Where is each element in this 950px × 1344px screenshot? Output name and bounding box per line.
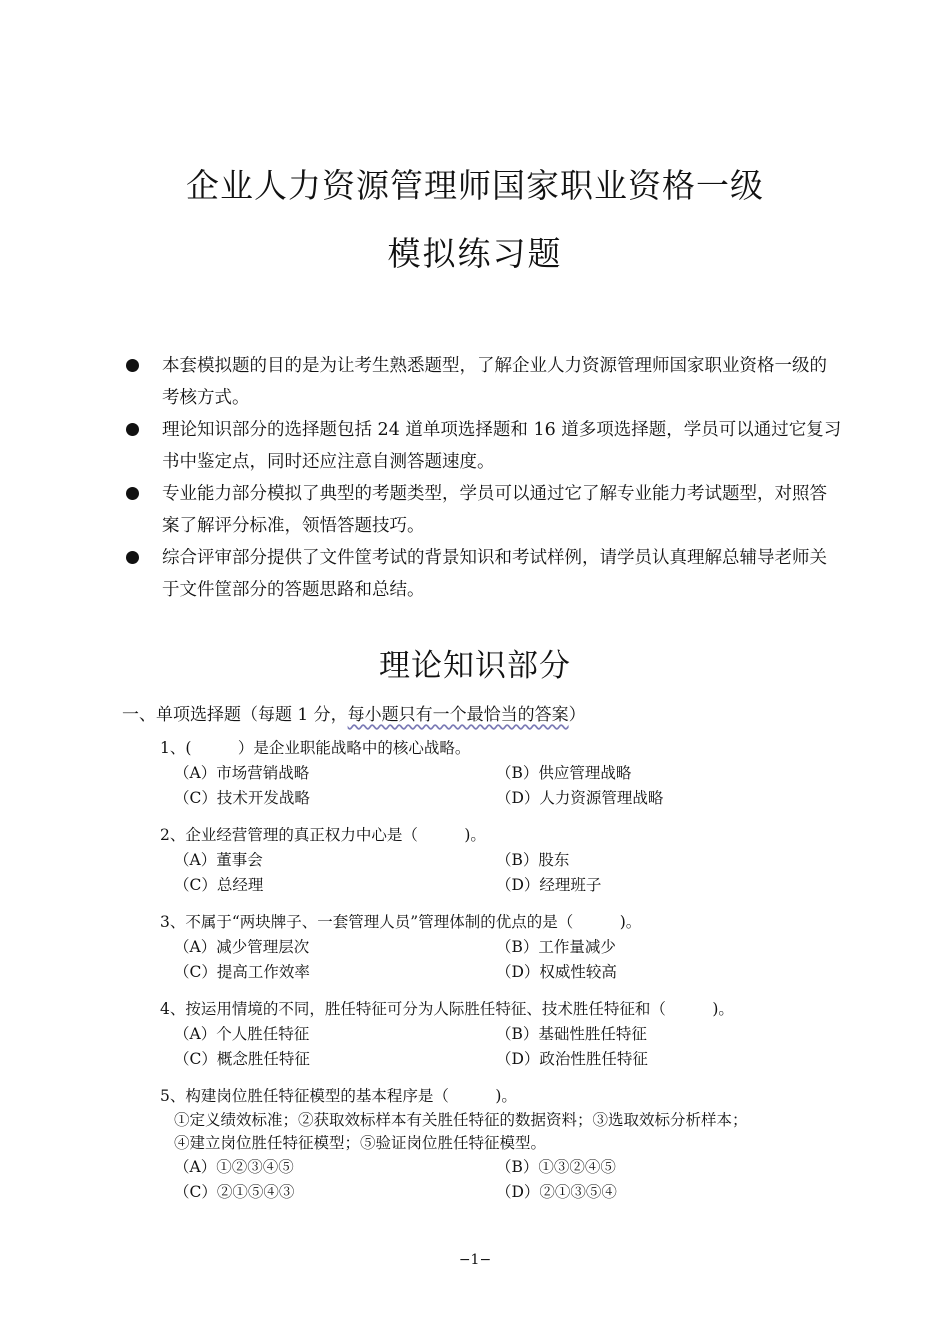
option-grid bbox=[160, 848, 840, 898]
bullet-dot-icon bbox=[126, 487, 139, 500]
question-detail-line: ④建立岗位胜任特征模型；⑤验证岗位胜任特征模型。 bbox=[174, 1134, 547, 1152]
part-heading-label: 一、单项选择题 bbox=[122, 705, 241, 725]
part-heading bbox=[122, 700, 586, 725]
option-a: （A）个人胜任特征 bbox=[174, 1025, 310, 1043]
part-heading-note-open: （每题 1 分， bbox=[241, 705, 348, 725]
option-c: （C）技术开发战略 bbox=[174, 789, 310, 807]
option-grid bbox=[160, 935, 840, 985]
question bbox=[160, 997, 840, 1072]
bullet-dot-icon bbox=[126, 551, 139, 564]
intro-bullet bbox=[122, 478, 842, 542]
question bbox=[160, 910, 840, 985]
option-c: （C）概念胜任特征 bbox=[174, 1050, 310, 1068]
option-a: （A）①②③④⑤ bbox=[174, 1158, 294, 1176]
option-b: （B）①③②④⑤ bbox=[496, 1158, 616, 1176]
bullet-text: 理论知识部分的选择题包括 24 道单项选择题和 16 道多项选择题，学员可以通过它复习书中鉴定点，同时还应注意自测答题速度。 bbox=[162, 420, 842, 472]
option-grid bbox=[160, 1022, 840, 1072]
document-subtitle: 模拟练习题 bbox=[387, 234, 563, 273]
question bbox=[160, 1084, 840, 1205]
intro-bullet bbox=[122, 542, 842, 606]
question-detail-line: ①定义绩效标准；②获取效标样本有关胜任特征的数据资料；③选取效标分析样本； bbox=[174, 1111, 748, 1129]
option-grid bbox=[160, 761, 840, 811]
document-title: 企业人力资源管理师国家职业资格一级 bbox=[186, 166, 764, 205]
bullet-dot-icon bbox=[126, 359, 139, 372]
part-heading-note-close: ） bbox=[568, 705, 586, 725]
option-d: （D）人力资源管理战略 bbox=[496, 789, 664, 807]
option-d: （D）②①③⑤④ bbox=[496, 1183, 617, 1201]
option-a: （A）市场营销战略 bbox=[174, 764, 310, 782]
option-b: （B）股东 bbox=[496, 851, 570, 869]
question-list bbox=[160, 736, 840, 1217]
page-number: −1− bbox=[458, 1252, 492, 1268]
question-stem: 1、( ）是企业职能战略中的核心战略。 bbox=[160, 739, 471, 757]
question bbox=[160, 823, 840, 898]
bullet-dot-icon bbox=[126, 423, 139, 436]
option-b: （B）基础性胜任特征 bbox=[496, 1025, 647, 1043]
option-d: （D）经理班子 bbox=[496, 876, 602, 894]
intro-bullet bbox=[122, 414, 842, 478]
intro-bullet-list bbox=[122, 350, 842, 606]
bullet-text: 专业能力部分模拟了典型的考题类型，学员可以通过它了解专业能力考试题型，对照答案了解评分标准，领悟答题技巧。 bbox=[162, 484, 827, 536]
question-stem: 4、按运用情境的不同，胜任特征可分为人际胜任特征、技术胜任特征和（ )。 bbox=[160, 1000, 734, 1018]
section-title: 理论知识部分 bbox=[379, 648, 571, 684]
option-c: （C）提高工作效率 bbox=[174, 963, 310, 981]
bullet-text: 综合评审部分提供了文件筐考试的背景知识和考试样例，请学员认真理解总辅导老师关于文件筐部分的答题思路和总结。 bbox=[162, 548, 827, 600]
option-b: （B）供应管理战略 bbox=[496, 764, 632, 782]
option-d: （D）权威性较高 bbox=[496, 963, 617, 981]
option-d: （D）政治性胜任特征 bbox=[496, 1050, 648, 1068]
question bbox=[160, 736, 840, 811]
option-c: （C）总经理 bbox=[174, 876, 264, 894]
option-a: （A）董事会 bbox=[174, 851, 263, 869]
bullet-text: 本套模拟题的目的是为让考生熟悉题型，了解企业人力资源管理师国家职业资格一级的考核方式。 bbox=[162, 356, 827, 408]
option-c: （C）②①⑤④③ bbox=[174, 1183, 295, 1201]
option-grid bbox=[160, 1155, 840, 1205]
intro-bullet bbox=[122, 350, 842, 414]
option-b: （B）工作量减少 bbox=[496, 938, 616, 956]
option-a: （A）减少管理层次 bbox=[174, 938, 310, 956]
part-heading-note-emphasis: 每小题只有一个最恰当的答案 bbox=[347, 705, 569, 725]
question-stem: 5、构建岗位胜任特征模型的基本程序是（ )。 bbox=[160, 1087, 517, 1105]
question-stem: 3、不属于“两块牌子、一套管理人员”管理体制的优点的是（ )。 bbox=[160, 913, 642, 931]
question-stem: 2、企业经营管理的真正权力中心是（ )。 bbox=[160, 826, 486, 844]
